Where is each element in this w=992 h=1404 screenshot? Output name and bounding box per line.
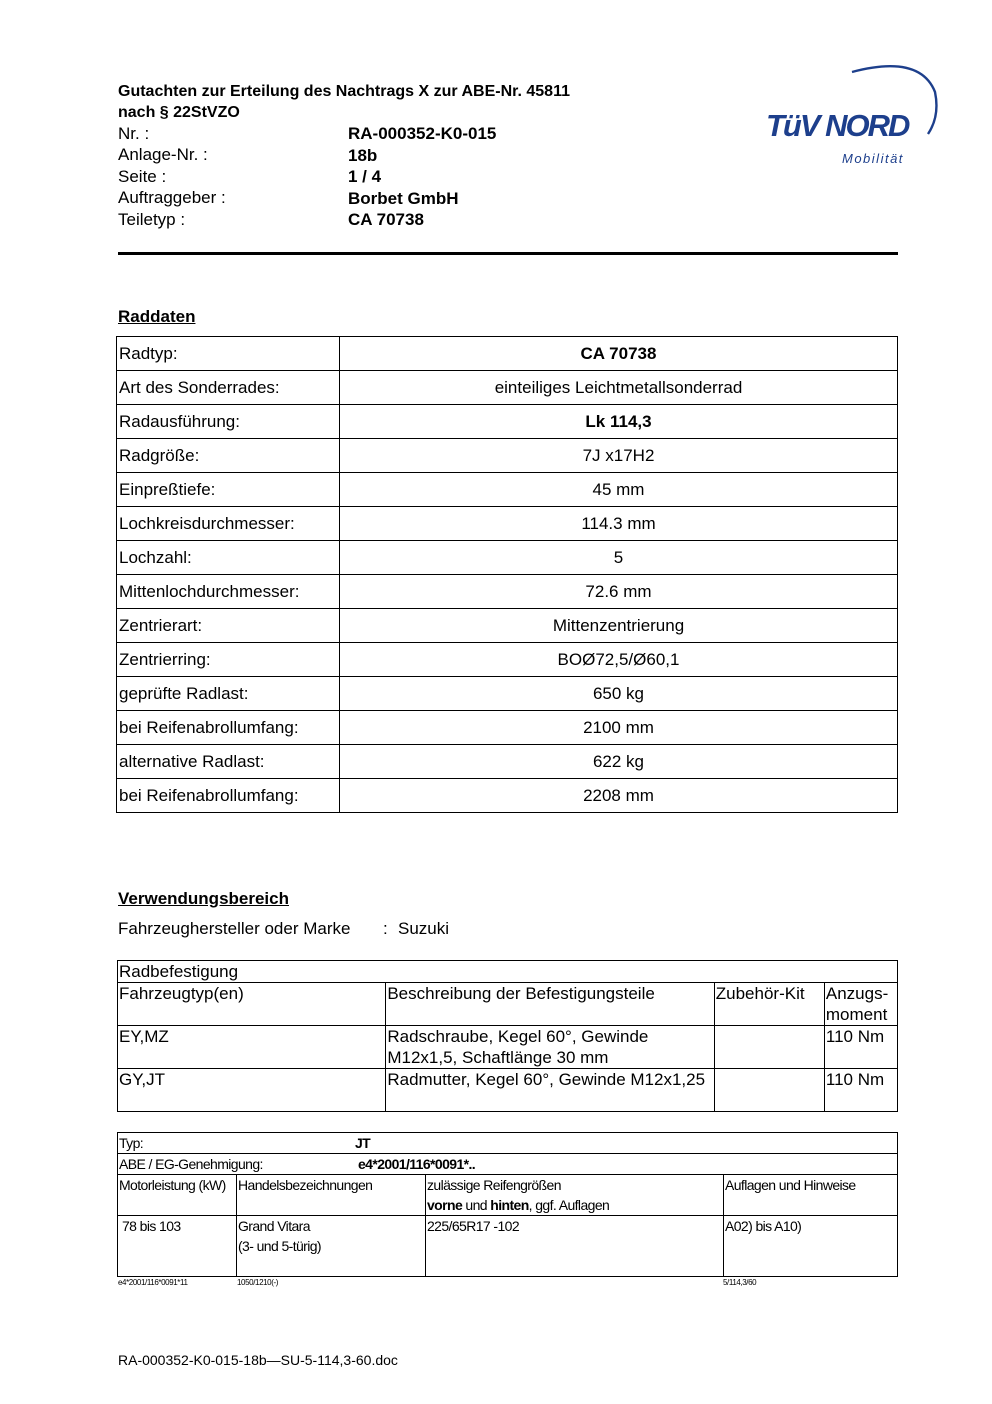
col-header-motor: Motorleistung (kW) [118, 1175, 237, 1216]
raddaten-label: geprüfte Radlast: [117, 677, 340, 711]
raddaten-label: Mittenlochdurchmesser: [117, 575, 340, 609]
meta-label-teiletyp: Teiletyp : [118, 210, 186, 229]
cell-reifen: 225/65R17 -102 [426, 1216, 724, 1277]
table-row [117, 541, 898, 575]
cell-moment: 110 Nm [824, 1069, 897, 1112]
table-row [117, 745, 898, 779]
hersteller-sep: : [383, 919, 388, 938]
raddaten-label: bei Reifenabrollumfang: [117, 779, 340, 813]
raddaten-value: 45 mm [340, 473, 898, 507]
raddaten-label: Art des Sonderrades: [117, 371, 340, 405]
cell-handel [237, 1216, 426, 1277]
handel-line1: Grand Vitara [238, 1218, 310, 1234]
abe-label: ABE / EG-Genehmigung: [119, 1156, 263, 1172]
meta-value-nr: RA-000352-K0-015 [348, 124, 497, 143]
raddaten-label: Einpreßtiefe: [117, 473, 340, 507]
reifen-header-line1: zulässige Reifengrößen [427, 1177, 561, 1193]
raddaten-value: CA 70738 [340, 337, 898, 371]
col-header-handel: Handelsbezeichnungen [237, 1175, 426, 1216]
typ-row [118, 1133, 898, 1154]
radbefestigung-header-row [118, 983, 898, 1026]
table-row [117, 711, 898, 745]
meta-label-anlage: Anlage-Nr. : [118, 145, 208, 164]
hersteller-value: Suzuki [398, 919, 450, 938]
logo-sub: Mobilität [842, 151, 904, 166]
tuv-nord-logo [760, 58, 945, 173]
radbefestigung-caption: Radbefestigung [118, 961, 898, 983]
raddaten-value: 650 kg [340, 677, 898, 711]
abe-row [118, 1154, 898, 1175]
meta-value-auftraggeber: Borbet GmbH [348, 189, 459, 208]
reifen-header-hinten: hinten [490, 1197, 529, 1213]
raddaten-value: 2208 mm [340, 779, 898, 813]
raddaten-label: Zentrierring: [117, 643, 340, 677]
raddaten-title: Raddaten [118, 307, 196, 326]
col-header-zubehoer: Zubehör-Kit [714, 983, 824, 1026]
typ-header-row [118, 1175, 898, 1216]
meta-label-nr: Nr. : [118, 124, 150, 143]
radbefestigung-caption-row [118, 961, 898, 983]
col-header-beschreibung: Beschreibung der Befestigungsteile [386, 983, 714, 1026]
document-title: Gutachten zur Erteilung des Nachtrags X zur ABE-Nr. 45811 nach § 22StVZO [118, 83, 570, 121]
table-row [117, 677, 898, 711]
reifen-header-rest: , ggf. Auflagen [528, 1197, 610, 1213]
col-header-reifen [426, 1175, 724, 1216]
raddaten-value: 622 kg [340, 745, 898, 779]
raddaten-label: Radausführung: [117, 405, 340, 439]
handel-line2: (3- und 5-türig) [238, 1238, 321, 1254]
raddaten-value: 72.6 mm [340, 575, 898, 609]
footnote-lk: 5/114,3/60 [723, 1278, 757, 1287]
table-row [118, 1026, 898, 1069]
table-row [117, 473, 898, 507]
abe-value: e4*2001/116*0091*.. [358, 1156, 476, 1172]
table-row [117, 575, 898, 609]
footer-filename: RA-000352-K0-015-18b—SU-5-114,3-60.doc [118, 1352, 398, 1368]
typ-table [117, 1132, 898, 1277]
footnote-mass: 1050/1210(-) [237, 1278, 279, 1287]
raddaten-value: 7J x17H2 [340, 439, 898, 473]
col-header-auflagen: Auflagen und Hinweise [724, 1175, 898, 1216]
table-row [118, 1069, 898, 1112]
table-row [117, 371, 898, 405]
reifen-header-vorne: vorne [427, 1197, 463, 1213]
verwendung-title: Verwendungsbereich [118, 889, 289, 908]
raddaten-label: bei Reifenabrollumfang: [117, 711, 340, 745]
cell-motor: 78 bis 103 [118, 1216, 237, 1277]
table-row [117, 507, 898, 541]
table-row [117, 337, 898, 371]
raddaten-label: Radgröße: [117, 439, 340, 473]
raddaten-value: 2100 mm [340, 711, 898, 745]
raddaten-value: Mittenzentrierung [340, 609, 898, 643]
cell-moment: 110 Nm [824, 1026, 897, 1069]
table-row [117, 779, 898, 813]
logo-brand: TüV NORD [766, 108, 909, 143]
raddaten-label: alternative Radlast: [117, 745, 340, 779]
table-row [117, 439, 898, 473]
typ-cell [118, 1133, 898, 1154]
cell-kit [714, 1026, 824, 1069]
typ-value: JT [355, 1135, 371, 1151]
typ-label: Typ: [119, 1135, 144, 1151]
meta-value-seite: 1 / 4 [348, 167, 382, 186]
table-row [117, 405, 898, 439]
table-row [118, 1216, 898, 1277]
raddaten-value: 5 [340, 541, 898, 575]
footnote-abe: e4*2001/116*0091*11 [118, 1278, 188, 1287]
col-header-anzugsmoment: Anzugs-moment [824, 983, 897, 1026]
abe-cell [118, 1154, 898, 1175]
reifen-header-und: und [462, 1197, 491, 1213]
cell-typ: GY,JT [118, 1069, 386, 1112]
meta-value-anlage: 18b [348, 146, 378, 165]
raddaten-table [116, 336, 898, 813]
meta-value-teiletyp: CA 70738 [348, 210, 424, 229]
raddaten-value: Lk 114,3 [340, 405, 898, 439]
cell-auflagen: A02) bis A10) [724, 1216, 898, 1277]
meta-label-seite: Seite : [118, 167, 167, 186]
raddaten-value: BOØ72,5/Ø60,1 [340, 643, 898, 677]
raddaten-value: einteiliges Leichtmetallsonderrad [340, 371, 898, 405]
meta-label-auftraggeber: Auftraggeber : [118, 188, 226, 207]
col-header-fahrzeugtyp: Fahrzeugtyp(en) [118, 983, 386, 1026]
cell-beschreibung: Radmutter, Kegel 60°, Gewinde M12x1,25 [386, 1069, 714, 1112]
hersteller-label: Fahrzeughersteller oder Marke [118, 919, 351, 938]
raddaten-label: Lochkreisdurchmesser: [117, 507, 340, 541]
table-row [117, 609, 898, 643]
cell-typ: EY,MZ [118, 1026, 386, 1069]
raddaten-label: Lochzahl: [117, 541, 340, 575]
cell-kit [714, 1069, 824, 1112]
table-row [117, 643, 898, 677]
raddaten-label: Zentrierart: [117, 609, 340, 643]
cell-beschreibung: Radschraube, Kegel 60°, Gewinde M12x1,5, Schaftlänge 30 mm [386, 1026, 714, 1069]
radbefestigung-table [117, 960, 898, 1112]
header-divider [118, 252, 898, 255]
raddaten-label: Radtyp: [117, 337, 340, 371]
raddaten-value: 114.3 mm [340, 507, 898, 541]
